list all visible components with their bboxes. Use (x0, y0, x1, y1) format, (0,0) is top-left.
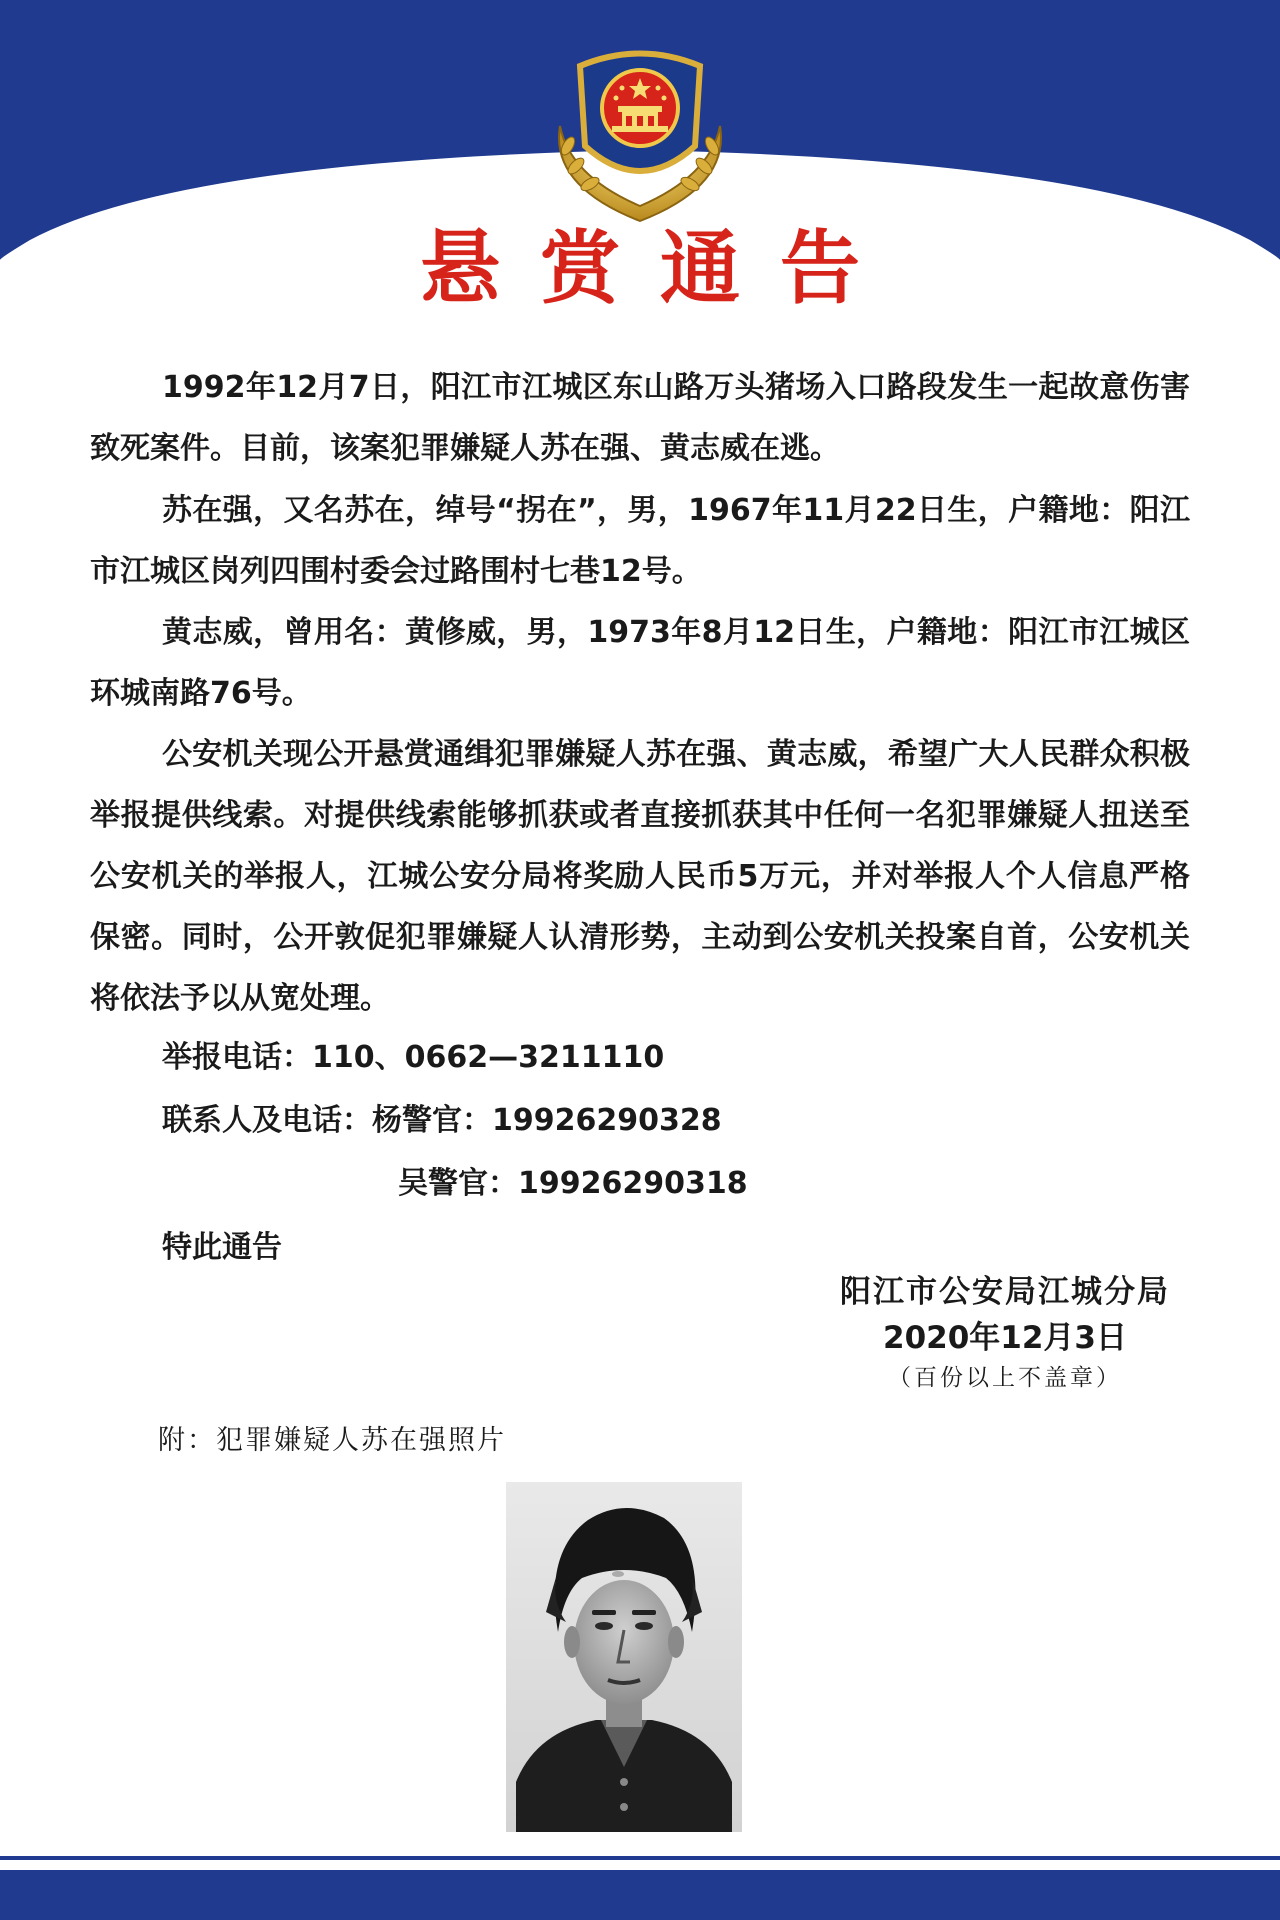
attachment-caption: 附：犯罪嫌疑人苏在强照片 (158, 1425, 506, 1456)
signature-org: 阳江市公安局江城分局 (840, 1274, 1170, 1310)
paragraph-case: 1992年12月7日，阳江市江城区东山路万头猪场入口路段发生一起故意伤害致死案件。目前，该案犯罪嫌疑人苏在强、黄志威在逃。 (90, 370, 1190, 466)
paragraph-suspect-huang: 黄志威，曾用名：黄修威，男，1973年8月12日生，户籍地：阳江市江城区环城南路76号。 (90, 615, 1190, 711)
paragraph-suspect-su: 苏在强，又名苏在，绰号“拐在”，男，1967年11月22日生，户籍地：阳江市江城区岗列四围村委会过路围村七巷12号。 (90, 493, 1190, 589)
hotline: 举报电话：110、0662—3211110 (162, 1040, 665, 1075)
notice-closing: 特此通告 (162, 1230, 282, 1265)
contact-officer-yang: 联系人及电话：杨警官：19926290328 (162, 1103, 722, 1138)
suspect-photo (506, 1482, 742, 1832)
police-emblem-icon (540, 36, 740, 226)
contact-officer-wu: 吴警官：19926290318 (398, 1166, 748, 1201)
paragraph-reward: 公安机关现公开悬赏通缉犯罪嫌疑人苏在强、黄志威，希望广大人民群众积极举报提供线索。对提供线索能够抓获或者直接抓获其中任何一名犯罪嫌疑人扭送至公安机关的举报人，江城公安分局将奖励人民币5万元，并对举报人个人信息严格保密。同时，公开敦促犯罪嫌疑人认清形势，主动到公安机关投案自首，公安机关将依法予以从宽处理。 (90, 737, 1190, 1016)
footer-band (0, 1856, 1280, 1920)
signature-date: 2020年12月3日 (883, 1320, 1127, 1356)
page-title: 悬赏通告 (420, 222, 900, 315)
signature-note: （百份以上不盖章） (888, 1365, 1122, 1391)
signature-block (820, 1268, 1190, 1396)
